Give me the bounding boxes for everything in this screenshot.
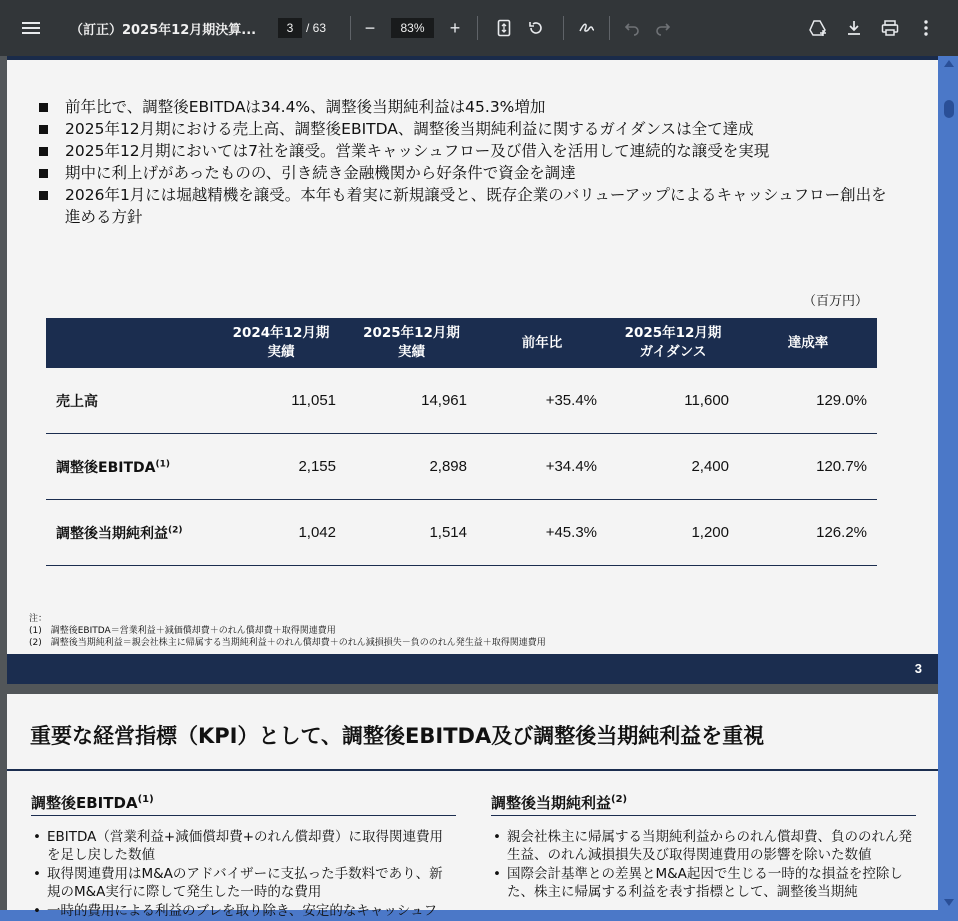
document-title: （訂正）2025年12月期決算... bbox=[70, 23, 257, 38]
summary-bullet: 2025年12月期においては7社を譲受。営業キャッシュフロー及び借入を活用して連続的な譲受を実現 bbox=[37, 140, 887, 162]
table-cell: +34.4% bbox=[545, 458, 597, 475]
row-label: 売上高 bbox=[56, 393, 98, 410]
table-cell: 2,155 bbox=[298, 458, 336, 475]
table-cell: 2,898 bbox=[429, 458, 467, 475]
undo-icon bbox=[624, 21, 640, 35]
toolbar-divider bbox=[477, 16, 478, 40]
summary-bullets bbox=[37, 96, 887, 228]
table-cell: 14,961 bbox=[421, 392, 467, 409]
download-icon bbox=[846, 20, 862, 36]
scrollbar-thumb[interactable] bbox=[944, 100, 954, 118]
table-cell: +45.3% bbox=[545, 524, 597, 541]
pdf-page-3 bbox=[7, 56, 938, 684]
square-bullet-icon bbox=[39, 103, 48, 112]
zoom-input[interactable] bbox=[391, 18, 434, 38]
table-cell: 1,514 bbox=[429, 524, 467, 541]
page-footer bbox=[7, 654, 938, 684]
drive-icon bbox=[808, 19, 828, 37]
more-vert-icon bbox=[924, 20, 928, 36]
header-cell: 2025年12月期 実績 bbox=[363, 325, 460, 360]
rotate-icon bbox=[527, 19, 545, 37]
summary-bullet: 前年比で、調整後EBITDAは34.4%、調整後当期純利益は45.3%増加 bbox=[37, 96, 887, 118]
header-cell: 達成率 bbox=[787, 334, 829, 351]
table-cell: 1,200 bbox=[691, 524, 729, 541]
header-cell: 2025年12月期 ガイダンス bbox=[624, 325, 722, 360]
kpi-list bbox=[31, 828, 456, 920]
square-bullet-icon bbox=[39, 169, 48, 178]
more-options-button[interactable] bbox=[912, 14, 940, 42]
table-cell: +35.4% bbox=[545, 392, 597, 409]
toolbar-divider bbox=[563, 16, 564, 40]
summary-bullet: 期中に利上げがあったものの、引き続き金融機関から好条件で資金を調達 bbox=[37, 162, 887, 184]
footnotes: 注： (1) 調整後EBITDA＝営業利益＋減価償却費＋のれん償却費＋取得関連費用 (2) 調整後当期純利益＝親会社株主に帰属する当期純利益＋のれん償却費＋のれん減損損失－負ののれん発生益＋取得関連費用 bbox=[29, 614, 546, 648]
column-heading: 調整後EBITDA$^{(1)}$ bbox=[31, 792, 456, 816]
print-icon bbox=[881, 20, 899, 36]
header-cell: 2024年12月期 実績 bbox=[232, 325, 330, 360]
row-label: 調整後当期純利益$^{(2)}$ bbox=[56, 524, 183, 542]
unit-label: （百万円） bbox=[802, 294, 868, 309]
scroll-down-arrow-icon[interactable] bbox=[944, 899, 954, 906]
zoom-out-button[interactable]: − bbox=[364, 17, 376, 38]
table-cell: 129.0% bbox=[816, 392, 867, 409]
annotate-button[interactable] bbox=[573, 14, 601, 42]
list-item: • 親会社株主に帰属する当期純利益からのれん償却費、負ののれん発生益、のれん減損損失及び取得関連費用の影響を除いた数値 bbox=[491, 828, 916, 864]
zoom-in-button[interactable]: + bbox=[449, 17, 461, 38]
square-bullet-icon bbox=[39, 191, 48, 200]
pen-icon bbox=[578, 19, 596, 37]
row-label: 調整後EBITDA$^{(1)}$ bbox=[56, 458, 170, 476]
vertical-scrollbar[interactable] bbox=[938, 56, 958, 910]
table-row bbox=[46, 434, 877, 500]
column-heading: 調整後当期純利益$^{(2)}$ bbox=[491, 792, 916, 816]
undo-button[interactable] bbox=[618, 14, 646, 42]
redo-button[interactable] bbox=[649, 14, 677, 42]
redo-icon bbox=[655, 21, 671, 35]
summary-bullet: 2026年1月には堀越精機を譲受。本年も着実に新規譲受と、既存企業のバリューアップによるキャッシュフロー創出を進める方針 bbox=[37, 184, 887, 228]
list-item: • 一時的費用による利益のブレを取り除き、安定的なキャッシュフ bbox=[31, 902, 456, 920]
kpi-list bbox=[491, 828, 916, 901]
page-top-rule bbox=[7, 56, 938, 60]
pdf-page-4 bbox=[7, 694, 938, 919]
page-total: / 63 bbox=[306, 21, 327, 35]
list-item: • 取得関連費用はM&Aのアドバイザーに支払った手数料であり、新規のM&A実行に際して発生した一時的な費用 bbox=[31, 865, 456, 901]
menu-icon[interactable] bbox=[22, 19, 40, 37]
pdf-toolbar bbox=[0, 0, 958, 56]
scroll-up-arrow-icon[interactable] bbox=[944, 60, 954, 67]
toolbar-divider bbox=[350, 16, 351, 40]
download-button[interactable] bbox=[840, 14, 868, 42]
table-cell: 11,051 bbox=[291, 392, 336, 409]
table-cell: 2,400 bbox=[691, 458, 729, 475]
table-row bbox=[46, 500, 877, 566]
list-item: • 国際会計基準との差異とM&A起因で生じる一時的な損益を控除した、株主に帰属する利益を表す指標として、調整後当期純 bbox=[491, 865, 916, 901]
page-title: 重要な経営指標（KPI）として、調整後EBITDA及び調整後当期純利益を重視 bbox=[30, 724, 765, 748]
print-button[interactable] bbox=[876, 14, 904, 42]
summary-bullet: 2025年12月期における売上高、調整後EBITDA、調整後当期純利益に関するガイダンスは全て達成 bbox=[37, 118, 887, 140]
square-bullet-icon bbox=[39, 147, 48, 156]
toolbar-divider bbox=[609, 16, 610, 40]
results-table bbox=[46, 318, 877, 566]
list-item: • EBITDA（営業利益+減価償却費+のれん償却費）に取得関連費用を足し戻した数値 bbox=[31, 828, 456, 864]
title-rule bbox=[7, 769, 938, 771]
rotate-button[interactable] bbox=[522, 14, 550, 42]
kpi-column-net-income bbox=[491, 792, 916, 902]
header-cell-empty bbox=[46, 318, 216, 368]
table-cell: 126.2% bbox=[816, 524, 867, 541]
fit-page-button[interactable] bbox=[490, 14, 518, 42]
table-cell: 11,600 bbox=[684, 392, 729, 409]
table-header bbox=[46, 318, 877, 368]
table-row bbox=[46, 368, 877, 434]
fit-page-icon bbox=[497, 19, 511, 37]
drive-button[interactable] bbox=[804, 14, 832, 42]
square-bullet-icon bbox=[39, 125, 48, 134]
table-cell: 1,042 bbox=[298, 524, 336, 541]
header-cell: 前年比 bbox=[521, 334, 563, 351]
page-number: 3 bbox=[914, 661, 922, 676]
kpi-column-ebitda bbox=[31, 792, 456, 921]
table-cell: 120.7% bbox=[816, 458, 867, 475]
page-number-input[interactable] bbox=[278, 18, 302, 38]
